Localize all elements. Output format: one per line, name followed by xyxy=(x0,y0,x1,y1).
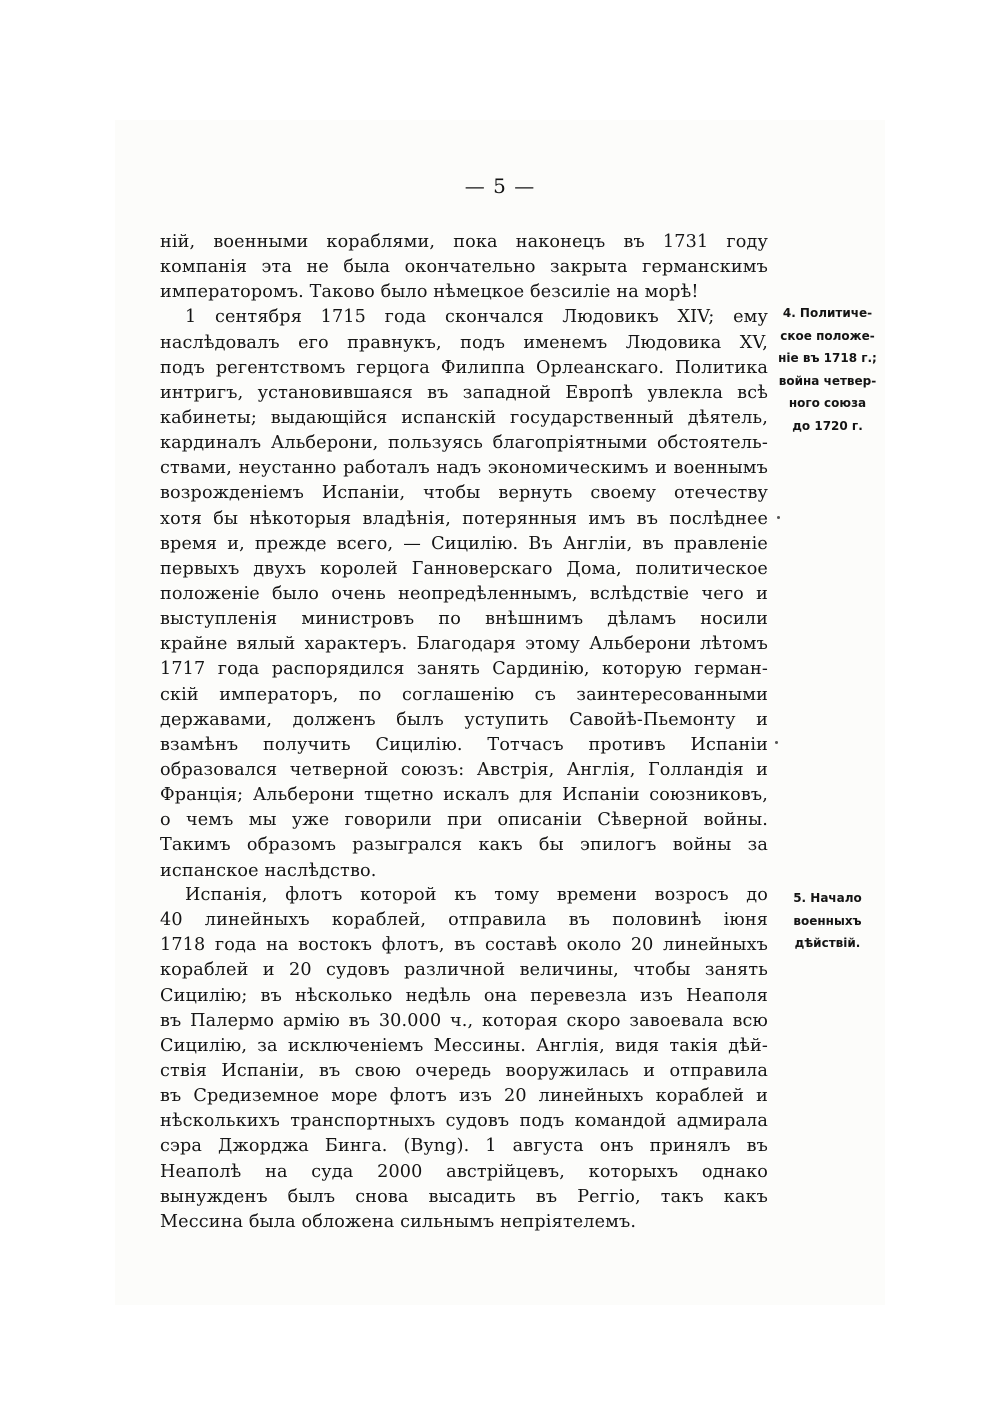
text-line: положеніе было очень неопредѣленнымъ, вслѣдствіе чего и xyxy=(160,583,768,604)
text-line: 1718 года на востокъ флотъ, въ составѣ около 20 линейныхъ xyxy=(160,935,768,956)
text-line: въ Средиземное море флотъ изъ 20 линейныхъ кораблей и xyxy=(160,1086,768,1107)
text-line: 40 линейныхъ кораблей, отправила въ половинѣ іюня xyxy=(160,910,768,931)
text-line: возрожденіемъ Испаніи, чтобы вернуть своему отечеству xyxy=(160,483,768,504)
print-speck xyxy=(777,516,780,519)
text-line: сэра Джорджа Бинга. (Byng). 1 августа онъ принялъ въ xyxy=(160,1136,768,1157)
text-line: о чемъ мы уже говорили при описаніи Сѣверной войны. xyxy=(160,810,768,831)
text-line: кораблей и 20 судовъ различной величины, чтобы занять xyxy=(160,960,768,981)
margin-note-line: дѣйствій. xyxy=(794,936,861,950)
text-line: 1717 года распорядился занять Сардинію, которую герман- xyxy=(160,659,768,680)
margin-note-line: военныхъ xyxy=(793,913,862,928)
text-line: скій императоръ, по соглашенію съ заинтересованными xyxy=(160,684,768,705)
text-line: Испанія, флотъ которой къ тому времени возросъ до xyxy=(185,885,768,905)
text-line: Франція; Альберони тщетно искалъ для Испаніи союзниковъ, xyxy=(160,785,768,806)
margin-note-line: 4. Политиче- xyxy=(782,306,873,320)
text-line: кардиналъ Альберони, пользуясь благопріятными обстоятель- xyxy=(160,433,768,454)
text-line: Мессина была обложена сильнымъ непріятелемъ. xyxy=(160,1211,637,1232)
text-line: хотя бы нѣкоторыя владѣнія, потерянныя имъ въ послѣднее xyxy=(160,508,768,529)
text-line: Такимъ образомъ разыгрался какъ бы эпилогъ войны за xyxy=(160,835,768,856)
text-line: 1 сентября 1715 года скончался Людовикъ XIV; ему xyxy=(185,307,768,328)
text-line: ній, военными кораблями, пока наконецъ въ 1731 году xyxy=(160,232,768,252)
text-line: подъ регентствомъ герцога Филиппа Орлеанскаго. Политика xyxy=(160,357,768,378)
text-line: время и, прежде всего, — Сицилію. Въ Англіи, въ правленіе xyxy=(160,533,768,554)
text-line: выступленія министровъ по внѣшнимъ дѣламъ носили xyxy=(160,609,768,630)
margin-note-line: война четвер- xyxy=(778,373,877,388)
text-line: интригъ, установившаяся въ западной Европѣ увлекла всѣ xyxy=(160,382,768,403)
margin-note-line: ское положе- xyxy=(780,328,875,343)
text-line: въ Палермо армію въ 30.000 ч., которая скоро завоевала всю xyxy=(160,1010,768,1031)
margin-note-line: до 1720 г. xyxy=(792,418,863,433)
text-line: крайне вялый характеръ. Благодаря этому Альберони лѣтомъ xyxy=(160,634,768,655)
text-line: наслѣдовалъ его правнукъ, подъ именемъ Людовика XV, xyxy=(160,332,768,353)
print-speck xyxy=(775,741,778,744)
paragraph-block-1 xyxy=(160,230,768,884)
text-line: вынужденъ былъ снова высадить въ Реггіо, такъ какъ xyxy=(160,1186,768,1207)
paragraph-block-2 xyxy=(160,883,768,1235)
text-line: Неаполѣ на суда 2000 австрійцевъ, которыхъ однако xyxy=(160,1161,768,1182)
margin-note-line: ніе въ 1718 г.; xyxy=(778,351,877,365)
text-line: ствія Испаніи, въ свою очередь вооружилась и отправила xyxy=(160,1060,768,1081)
text-line: императоромъ. Таково было нѣмецкое безсиліе на морѣ! xyxy=(160,282,699,303)
margin-note-section-5 xyxy=(775,887,880,955)
text-line: ствами, неустанно работалъ надъ экономическимъ и военнымъ xyxy=(160,458,768,479)
margin-note-section-4 xyxy=(775,302,880,437)
text-line: державами, долженъ былъ уступить Савойѣ-Пьемонту и xyxy=(160,709,768,730)
text-line: Сицилію, за исключеніемъ Мессины. Англія, видя такія дѣй- xyxy=(160,1035,768,1056)
text-line: образовался четверной союзъ: Австрія, Англія, Голландія и xyxy=(160,759,768,780)
text-line: Сицилію; въ нѣсколько недѣль она перевезла изъ Неаполя xyxy=(160,985,768,1006)
text-line: компанія эта не была окончательно закрыта германскимъ xyxy=(160,257,768,278)
text-line: испанское наслѣдство. xyxy=(160,860,377,881)
margin-note-line: 5. Начало xyxy=(793,891,862,905)
page-number: — 5 — xyxy=(464,174,536,198)
text-line: первыхъ двухъ королей Ганноверскаго Дома, политическое xyxy=(160,558,768,579)
text-line: взамѣнъ получить Сицилію. Тотчасъ противъ Испаніи xyxy=(160,734,768,755)
margin-note-line: ного союза xyxy=(788,396,867,410)
text-line: кабинеты; выдающійся испанскій государственный дѣятель, xyxy=(160,407,768,428)
text-line: нѣсколькихъ транспортныхъ судовъ подъ командой адмирала xyxy=(160,1111,768,1132)
